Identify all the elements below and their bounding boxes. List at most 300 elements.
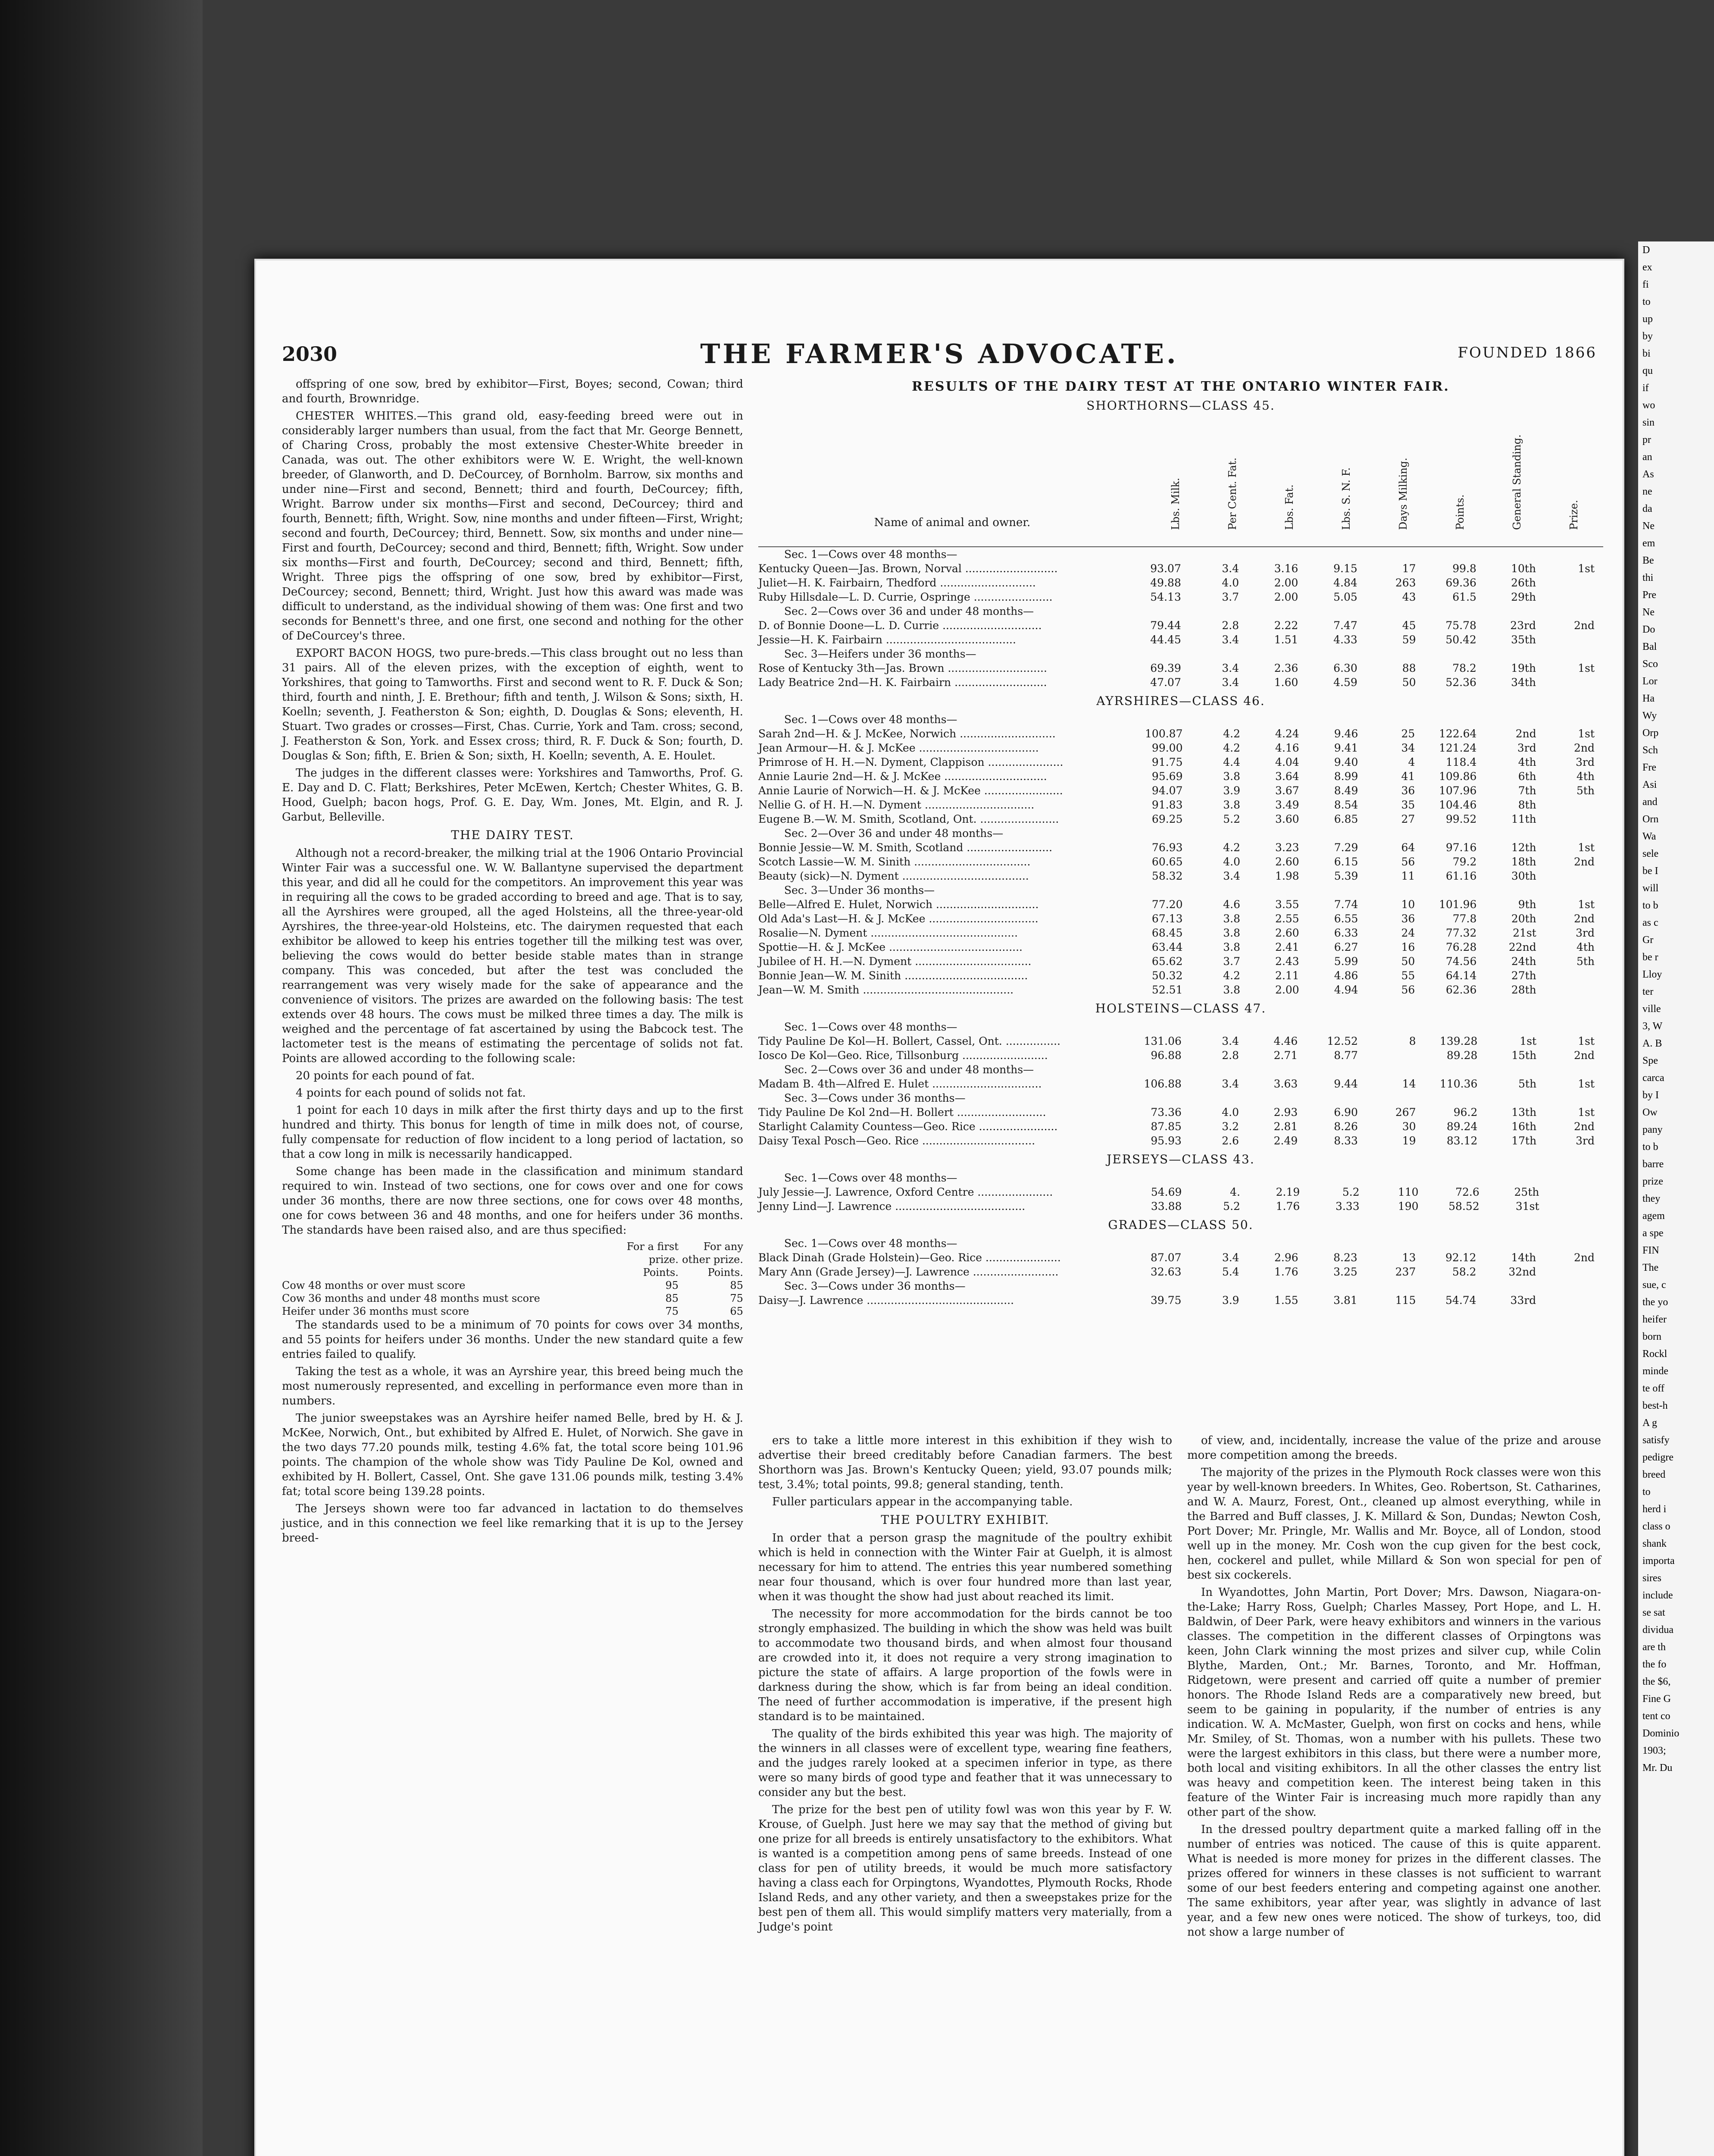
value-cell: 4.0 — [1222, 577, 1239, 589]
adjacent-text-fragment: minde — [1642, 1366, 1668, 1377]
adjacent-text-fragment: bi — [1642, 348, 1651, 359]
value-cell: 122.64 — [1439, 727, 1477, 740]
value-cell — [1545, 968, 1603, 983]
animal-owner-cell: Jean Armour—H. & J. McKee ................................... — [758, 742, 1039, 754]
value-cell: 107.96 — [1439, 784, 1477, 797]
value-cell: 8.33 — [1334, 1134, 1358, 1147]
value-cell — [1545, 798, 1603, 812]
value-cell: 237 — [1395, 1266, 1416, 1278]
animal-owner-cell: Daisy—J. Lawrence ........................................... — [758, 1294, 1014, 1307]
adjacent-text-fragment: tent co — [1642, 1711, 1670, 1722]
value-cell: 4th — [1576, 770, 1595, 783]
paragraph: In Wyandottes, John Martin, Port Dover; Mrs. Dawson, Niagara-on-the-Lake; Harry Ross, Guelph; Charles Massey, Port Hope, and L. H. Baldwin, of Deer Park, were heavy exhibitors and winners in the various classes. The competition in the different classes of Orpingtons was keen, John Clark winning the most prizes and silver cup, while Colin Blythe, Marden, Ont.; Mr. Barnes, Toronto, and Mr. Hoffman, Ridgetown, were present and carried off quite a number of premier honors. The Rhode Island Reds are a comparatively new breed, but seem to be gaining in popularity, if the number of entries is any indication. W. A. McMaster, Guelph, won first on cocks and hens, while Mr. Smiley, of St. Thomas, won a number with his pullets. These two were the largest exhibitors in this class, but there were a number more, both local and visiting exhibitors. In all the other classes the entry list was heavy and competition keen. The interest being taken in this feature of the Winter Fair is increasing much more rapidly than any other part of the show. — [1187, 1586, 1601, 1819]
paragraph: The standards used to be a minimum of 70 points for cows over 34 months, and 55 points for heifers under 36 months. Under the new standard quite a few entries failed to qualify. — [282, 1319, 743, 1361]
adjacent-text-fragment: qu — [1642, 365, 1653, 376]
value-cell: 54.74 — [1445, 1294, 1476, 1307]
adjacent-text-fragment: Ow — [1642, 1107, 1658, 1118]
section-row — [758, 1171, 1603, 1185]
value-cell: 6.27 — [1334, 941, 1358, 953]
adjacent-text-fragment: Sch — [1642, 745, 1658, 756]
value-cell: 3.63 — [1273, 1078, 1298, 1090]
adjacent-text-fragment: if — [1642, 382, 1649, 394]
animal-owner-cell: Ruby Hillsdale—L. D. Currie, Ospringe ....................... — [758, 591, 1053, 603]
value-cell: 65.62 — [1151, 955, 1183, 968]
value-cell: 6.30 — [1333, 662, 1357, 674]
value-cell: 2.00 — [1275, 984, 1299, 996]
value-cell: 121.24 — [1439, 742, 1477, 754]
value-cell: 64 — [1401, 841, 1415, 854]
value-cell: 2.22 — [1274, 619, 1298, 632]
value-cell: 17 — [1402, 562, 1416, 575]
value-cell: 4.2 — [1223, 969, 1241, 982]
adjacent-text-fragment: The — [1642, 1262, 1659, 1273]
value-cell: 110.36 — [1439, 1078, 1478, 1090]
section-label: Sec. 2—Cows over 36 and under 48 months— — [784, 605, 1034, 617]
value-cell: 5.2 — [1223, 813, 1241, 825]
value-cell: 3.9 — [1222, 1294, 1239, 1307]
value-cell: 36 — [1401, 912, 1415, 925]
adjacent-text-fragment: Sco — [1642, 658, 1658, 670]
adjacent-text-fragment: are th — [1642, 1642, 1666, 1653]
value-cell: 96.2 — [1453, 1106, 1478, 1119]
value-cell: 2.19 — [1276, 1186, 1300, 1198]
value-cell: 87.07 — [1151, 1251, 1182, 1264]
poultry-paragraphs — [758, 1531, 1172, 1934]
value-cell: 1st — [1578, 662, 1595, 674]
value-cell: 6.55 — [1334, 912, 1358, 925]
adjacent-text-fragment: by I — [1642, 1090, 1659, 1101]
value-cell: 50.32 — [1151, 969, 1183, 982]
publication-title: THE FARMER'S ADVOCATE. — [700, 338, 1179, 370]
table-row — [758, 855, 1603, 869]
adjacent-page-fragments — [1638, 241, 1714, 1777]
value-cell — [1545, 633, 1603, 647]
animal-owner-cell: Mary Ann (Grade Jersey)—J. Lawrence ......................... — [758, 1266, 1059, 1278]
value-cell: 3rd — [1576, 927, 1595, 939]
paragraph: The quality of the birds exhibited this year was high. The majority of the winners in all classes were of excellent type, wearing fine feathers, and the judges rarely looked at a specimen inferior in type, as there were so many birds of good type and feather that it was unnecessary to consider any but the best. — [758, 1727, 1172, 1799]
adjacent-text-fragment: to — [1642, 296, 1651, 307]
value-cell: 1.98 — [1275, 870, 1299, 882]
table-row — [758, 618, 1603, 633]
class-table — [758, 1171, 1603, 1213]
section-label: Sec. 1—Cows over 48 months— — [784, 1021, 957, 1033]
value-cell: 3.8 — [1223, 770, 1241, 783]
value-cell: 47.07 — [1150, 676, 1181, 689]
paragraph: Some change has been made in the classification and minimum standard required to win. Instead of two sections, one for cows over and one for cows under 36 months, there are now three sections, one for cows over 48 months, one for cows between 36 and 48 months, and one for heifers under 36 months. The standards have been raised also, and are thus specified: — [282, 1165, 743, 1237]
section-row — [758, 1091, 1603, 1105]
value-cell: 69.36 — [1445, 577, 1476, 589]
paragraph: In the dressed poultry department quite a marked falling off in the number of entries was noticed. The cause of this is quite apparent. What is needed is more money for prizes in the different classes. The prizes offered for winners in these classes is not sufficient to warrant some of our best feeders entering and competing against one another. The same exhibitors, year after year, was slightly in advance of last year, and a few new ones were noticed. The show of turkeys, too, did not show a large number of — [1187, 1823, 1601, 1939]
value-cell: 3.4 — [1222, 1251, 1239, 1264]
value-cell: 9.41 — [1334, 742, 1358, 754]
value-cell: 41 — [1401, 770, 1415, 783]
value-cell: 89.28 — [1446, 1049, 1478, 1062]
class-heading: AYRSHIRES—CLASS 46. — [1096, 694, 1265, 708]
adjacent-text-fragment: Orp — [1642, 727, 1659, 739]
value-cell: 2.00 — [1274, 591, 1298, 603]
value-cell: 1.60 — [1274, 676, 1298, 689]
animal-owner-cell: Bonnie Jean—W. M. Sinith .................................... — [758, 969, 1028, 982]
class-heading: SHORTHORNS—CLASS 45. — [1086, 398, 1275, 413]
paragraph: of view, and, incidentally, increase the value of the prize and arouse more competition among the breeds. — [1187, 1434, 1601, 1462]
value-cell: 24 — [1401, 927, 1415, 939]
value-cell: 2.41 — [1275, 941, 1299, 953]
value-cell: 3.23 — [1275, 841, 1299, 854]
animal-owner-cell: Tidy Pauline De Kol—H. Bollert, Cassel, Ont. ................ — [758, 1035, 1060, 1047]
value-cell — [1545, 576, 1603, 590]
animal-owner-cell: Eugene B.—W. M. Smith, Scotland, Ont. ....................... — [758, 813, 1059, 825]
value-cell: 78.2 — [1452, 662, 1476, 674]
adjacent-text-fragment: te off — [1642, 1383, 1664, 1394]
dairy-results-table — [758, 379, 1603, 1307]
value-cell: 93.07 — [1150, 562, 1181, 575]
animal-owner-cell: Sarah 2nd—H. & J. McKee, Norwich ............................ — [758, 727, 1056, 740]
value-cell: 3.8 — [1223, 927, 1241, 939]
value-cell: 28th — [1511, 984, 1536, 996]
adjacent-text-fragment: Rockl — [1642, 1348, 1667, 1360]
value-cell: 2nd — [1573, 1251, 1595, 1264]
value-cell: 7.29 — [1334, 841, 1358, 854]
paragraph: The Jerseys shown were too far advanced in lactation to do themselves justice, and in this connection we feel like remarking that it is up to the Jersey breed- — [282, 1502, 743, 1545]
value-cell: 1st — [1578, 841, 1595, 854]
value-cell: 4.04 — [1275, 756, 1299, 768]
animal-owner-cell: Jessie—H. K. Fairbairn ...................................... — [758, 633, 1016, 646]
value-cell: 4.2 — [1223, 742, 1241, 754]
value-cell — [1545, 590, 1603, 604]
middle-column-paragraphs — [758, 1433, 1172, 1509]
value-cell — [1367, 1048, 1425, 1062]
adjacent-text-fragment: pedigre — [1642, 1452, 1673, 1463]
animal-owner-cell: Old Ada's Last—H. & J. McKee ................................ — [758, 912, 1038, 925]
value-cell: 2.49 — [1273, 1134, 1298, 1147]
column-header — [1203, 421, 1260, 546]
class-heading: GRADES—CLASS 50. — [1108, 1218, 1254, 1232]
value-cell: 4th — [1518, 756, 1536, 768]
value-cell: 75.78 — [1445, 619, 1476, 632]
section-label: Sec. 3—Cows under 36 months— — [784, 1092, 966, 1104]
value-cell: 99.8 — [1452, 562, 1476, 575]
column-header-label: Per Cent. Fat. — [1226, 458, 1239, 530]
value-cell: 1st — [1578, 1035, 1595, 1047]
value-cell: 58.52 — [1448, 1200, 1479, 1213]
value-cell: 8 — [1409, 1035, 1416, 1047]
points-standard-table — [282, 1240, 743, 1318]
value-cell: 3.8 — [1223, 799, 1241, 811]
founded-line: FOUNDED 1866 — [1458, 344, 1597, 361]
value-cell: 18th — [1511, 856, 1536, 868]
value-cell: 3.49 — [1275, 799, 1299, 811]
closing-paragraphs — [282, 1318, 743, 1545]
adjacent-text-fragment: ter — [1642, 986, 1654, 997]
adjacent-text-fragment: by — [1642, 331, 1653, 342]
points-table-header: For any other prize. Points. — [682, 1241, 743, 1279]
paragraph: In order that a person grasp the magnitude of the poultry exhibit which is held in connection with the Winter Fair at Guelph, it is almost necessary for him to attend. The entries this year numbered something near four thousand, which is over four hundred more than last year, when it was thought the show had just about reached its limit. — [758, 1532, 1172, 1603]
value-cell: 79.2 — [1452, 856, 1477, 868]
table-row — [758, 576, 1603, 590]
class-table — [758, 1020, 1603, 1148]
adjacent-text-fragment: wo — [1642, 400, 1655, 411]
paragraph: The majority of the prizes in the Plymouth Rock classes were won this year by well-known breeders. In Whites, Geo. Robertson, St. Catharines, and W. A. Maurz, Forest, Ont., cleaned up almost everything, while in the Barred and Buff classes, J. K. Millard & Son, Dundas; Newton Cosh, Port Dover; Mr. Pringle, Mr. Wallis and Mr. Boyce, all of London, stood well up in the money. Mr. Cosh won the cup given for the best cock, hen, cockerel and pullet, while Millard & Son won special for pen of best six cockerels. — [1187, 1466, 1601, 1582]
animal-owner-cell: Scotch Lassie—W. M. Sinith .................................. — [758, 856, 1031, 868]
adjacent-text-fragment: sele — [1642, 848, 1659, 859]
value-cell — [1545, 812, 1603, 826]
table-row — [758, 1293, 1603, 1307]
value-cell: 33.88 — [1151, 1200, 1182, 1213]
value-cell: 3.64 — [1275, 770, 1299, 783]
value-cell: 3.4 — [1222, 633, 1239, 646]
table-row — [758, 769, 1603, 783]
value-cell: 63.44 — [1151, 941, 1183, 953]
value-cell: 3.9 — [1223, 784, 1241, 797]
value-cell: 2.60 — [1275, 856, 1299, 868]
value-cell: 8.23 — [1333, 1251, 1357, 1264]
value-cell: 73.36 — [1151, 1106, 1182, 1119]
value-cell: 2.36 — [1274, 662, 1298, 674]
value-cell: 54.13 — [1150, 591, 1181, 603]
value-cell: 5.99 — [1334, 955, 1358, 968]
value-cell: 69.39 — [1150, 662, 1181, 674]
value-cell: 5th — [1518, 1078, 1537, 1090]
table-row — [758, 912, 1603, 926]
value-cell: 8.54 — [1334, 799, 1358, 811]
value-cell — [1545, 675, 1603, 689]
table-row — [758, 1105, 1603, 1119]
dairy-test-heading: THE DAIRY TEST. — [451, 828, 574, 842]
value-cell: 1.51 — [1274, 633, 1298, 646]
section-row — [758, 1062, 1603, 1077]
table-row — [758, 727, 1603, 741]
value-cell: 99.52 — [1445, 813, 1477, 825]
value-cell: 26th — [1511, 577, 1536, 589]
adjacent-text-fragment: they — [1642, 1193, 1661, 1204]
value-cell: 1.76 — [1274, 1266, 1298, 1278]
points-table-cell: Heifer under 36 months must score — [282, 1305, 469, 1317]
right-column-paragraphs — [1187, 1433, 1601, 1940]
table-row — [758, 675, 1603, 689]
table-row — [758, 926, 1603, 940]
points-table-cell: 75 — [665, 1305, 679, 1317]
value-cell: 3.67 — [1275, 784, 1299, 797]
class-table — [758, 1236, 1603, 1307]
value-cell: 3.33 — [1335, 1200, 1360, 1213]
adjacent-text-fragment: em — [1642, 538, 1655, 549]
value-cell: 56 — [1401, 984, 1415, 996]
value-cell: 30 — [1402, 1120, 1416, 1133]
adjacent-text-fragment: the yo — [1642, 1297, 1668, 1308]
value-cell: 109.86 — [1439, 770, 1477, 783]
value-cell: 267 — [1395, 1106, 1416, 1119]
section-row — [758, 1236, 1603, 1250]
value-cell: 2.93 — [1273, 1106, 1298, 1119]
adjacent-text-fragment: 3, W — [1642, 1021, 1663, 1032]
paragraph: offspring of one sow, bred by exhibitor—First, Boyes; second, Cowan; third and fourth, Brownridge. — [282, 378, 743, 405]
value-cell: 3.2 — [1222, 1120, 1239, 1133]
animal-owner-cell: Annie Laurie 2nd—H. & J. McKee .............................. — [758, 770, 1047, 783]
value-cell: 74.56 — [1445, 955, 1477, 968]
paragraph: Taking the test as a whole, it was an Ayrshire year, this breed being much the most numerously represented, and excelling in performance even more than in numbers. — [282, 1365, 743, 1407]
adjacent-text-fragment: dividua — [1642, 1624, 1673, 1636]
value-cell: 4.46 — [1273, 1035, 1298, 1047]
value-cell: 59 — [1402, 633, 1416, 646]
table-row — [758, 633, 1603, 647]
value-cell: 4.94 — [1334, 984, 1358, 996]
value-cell: 263 — [1395, 577, 1416, 589]
adjacent-text-fragment: include — [1642, 1590, 1673, 1601]
points-table-cell: 95 — [665, 1279, 679, 1291]
adjacent-text-fragment: as c — [1642, 917, 1658, 928]
table-row — [758, 940, 1603, 954]
value-cell: 21st — [1513, 927, 1536, 939]
value-cell: 100.87 — [1145, 727, 1183, 740]
value-cell: 2.60 — [1275, 927, 1299, 939]
section-label: Sec. 1—Cows over 48 months— — [784, 713, 957, 726]
value-cell: 20th — [1511, 912, 1536, 925]
value-cell: 68.45 — [1151, 927, 1183, 939]
animal-owner-cell: Daisy Texal Posch—Geo. Rice ................................. — [758, 1134, 1035, 1147]
column-header-label: General Standing. — [1511, 434, 1523, 530]
table-row — [758, 897, 1603, 912]
column-right — [1187, 1433, 1601, 1942]
value-cell: 2.81 — [1273, 1120, 1298, 1133]
value-cell: 60.65 — [1151, 856, 1183, 868]
value-cell: 101.96 — [1439, 898, 1477, 911]
adjacent-text-fragment: be I — [1642, 865, 1658, 877]
value-cell: 4.33 — [1333, 633, 1357, 646]
name-column-header: Name of animal and owner. — [874, 516, 1031, 529]
value-cell: 3.60 — [1275, 813, 1299, 825]
paragraph: The junior sweepstakes was an Ayrshire heifer named Belle, bred by H. & J. McKee, Norwich, Ont., but exhibited by Alfred E. Hulet, of Norwich. She gave in the two days 77.20 pounds milk, testing 4.6% fat, the total score being 101.96 points. The champion of the whole show was Tidy Pauline De Kol, owned and exhibited by H. Bollert, Cassel, Ont. She gave 131.06 pounds milk, testing 3.4% fat; total score being 139.28 points. — [282, 1412, 743, 1498]
adjacent-text-fragment: Ne — [1642, 607, 1655, 618]
adjacent-text-fragment: Orn — [1642, 814, 1659, 825]
value-cell: 3.8 — [1223, 941, 1241, 953]
value-cell: 3.25 — [1333, 1266, 1357, 1278]
adjacent-text-fragment: the $6, — [1642, 1676, 1671, 1687]
adjacent-text-fragment: breed — [1642, 1469, 1666, 1480]
value-cell: 9th — [1518, 898, 1536, 911]
column-header — [1260, 421, 1317, 546]
value-cell: 24th — [1511, 955, 1536, 968]
value-cell: 58.2 — [1452, 1266, 1476, 1278]
animal-owner-cell: Rosalie—N. Dyment ........................................... — [758, 927, 1018, 939]
value-cell: 3.4 — [1222, 676, 1239, 689]
adjacent-text-fragment: sires — [1642, 1573, 1661, 1584]
value-cell: 45 — [1402, 619, 1416, 632]
adjacent-text-fragment: Ne — [1642, 520, 1655, 532]
animal-owner-cell: Iosco De Kol—Geo. Rice, Tillsonburg ......................... — [758, 1049, 1048, 1062]
column-headers — [758, 417, 1603, 547]
value-cell: 5.2 — [1342, 1186, 1360, 1198]
value-cell: 3.4 — [1223, 870, 1241, 882]
points-table-cell: 75 — [730, 1292, 743, 1304]
value-cell: 32nd — [1508, 1266, 1536, 1278]
points-table-header — [282, 1240, 614, 1279]
value-cell: 95.69 — [1151, 770, 1183, 783]
value-cell: 2nd — [1573, 1120, 1595, 1133]
animal-owner-cell: Nellie G. of H. H.—N. Dyment ................................ — [758, 799, 1035, 811]
value-cell: 2.43 — [1275, 955, 1299, 968]
paragraph: The prize for the best pen of utility fowl was won this year by F. W. Krouse, of Guelph. Just here we may say that the method of giving but one prize for all breeds is entirely unsatisfactory to the exhibitors. What is wanted is a competition among pens of same breeds. Instead of one class for pen of utility breeds, it would be much more satisfactory having a class each for Orpingtons, Wyandottes, Plymouth Rocks, Rhode Island Reds, and any other variety, and then a sweepstakes prize for the best pen of them all. This would simplify matters very materially, from a Judge's point — [758, 1803, 1172, 1934]
value-cell: 55 — [1401, 969, 1415, 982]
value-cell: 94.07 — [1151, 784, 1183, 797]
value-cell: 8th — [1518, 799, 1536, 811]
value-cell: 35 — [1401, 799, 1415, 811]
value-cell: 72.6 — [1455, 1186, 1479, 1198]
animal-owner-cell: Rose of Kentucky 3th—Jas. Brown ............................. — [758, 662, 1047, 674]
value-cell: 5.05 — [1333, 591, 1357, 603]
value-cell — [1545, 1293, 1603, 1307]
adjacent-text-fragment: Do — [1642, 624, 1655, 635]
adjacent-text-fragment: As — [1642, 469, 1654, 480]
value-cell: 9.46 — [1334, 727, 1358, 740]
value-cell: 50 — [1402, 676, 1416, 689]
value-cell: 88 — [1402, 662, 1416, 674]
paragraph: CHESTER WHITES.—This grand old, easy-feeding breed were out in considerably larger numbers than usual, from the fact that Mr. George Bennett, of Charing Cross, probably the most extensive Chester-White breeder in Canada, was out. The other exhibitors were W. E. Wright, the well-known breeder, of Glanworth, and D. DeCourcey, of Bornholm. Barrow, six months and under nine—First and second, Bennett; third and fourth, DeCourcey; fifth, Wright. Barrow under six months—First and second, DeCourcey; third and fourth, Bennett; fifth, Wright. Sow, nine months and under fifteen—First, Wright; second and fourth, DeCourcey; third, Bennett. Sow, six months and under nine—First and fourth, DeCourcey; second and third, Bennett; fifth, Wright. Sow under six months—First and fourth, DeCourcey; second and third, Bennett; fifth, Wright. Three pigs the offspring of one sow, bred by exhibitor—First, DeCourcey; second, Bennett; third, Wright. Just how this award was made was difficult to understand, as the individual showing of them was: One first and two seconds for Bennett's three, and one first, one second and nothing for the other of DeCourcey's three. — [282, 410, 743, 642]
value-cell: 64.14 — [1445, 969, 1477, 982]
value-cell: 8.77 — [1334, 1049, 1358, 1062]
adjacent-text-fragment: Lor — [1642, 676, 1658, 687]
value-cell: 9.44 — [1334, 1078, 1358, 1090]
section-label: Sec. 3—Heifers under 36 months— — [784, 648, 976, 660]
column-header — [1488, 421, 1545, 546]
value-cell: 3rd — [1576, 756, 1595, 768]
value-cell: 1st — [1520, 1035, 1537, 1047]
section-row — [758, 826, 1603, 840]
page-number: 2030 — [282, 342, 338, 366]
value-cell: 5th — [1576, 955, 1595, 968]
value-cell: 25th — [1514, 1186, 1539, 1198]
adjacent-text-fragment: Wa — [1642, 831, 1656, 842]
value-cell: 4. — [1230, 1186, 1240, 1198]
value-cell: 10th — [1511, 562, 1536, 575]
section-label: Sec. 1—Cows over 48 months— — [784, 1237, 957, 1250]
adjacent-text-fragment: an — [1642, 451, 1652, 463]
adjacent-text-fragment: Mr. Du — [1642, 1762, 1673, 1774]
value-cell: 19 — [1402, 1134, 1416, 1147]
animal-owner-cell: Primrose of H. H.—N. Dyment, Clappison ...................... — [758, 756, 1063, 768]
class-heading: JERSEYS—CLASS 43. — [1107, 1152, 1255, 1166]
value-cell: 3.8 — [1223, 912, 1241, 925]
points-table-cell: 65 — [730, 1305, 743, 1317]
points-table-cell: 85 — [665, 1292, 679, 1304]
value-cell: 23rd — [1510, 619, 1536, 632]
value-cell: 32.63 — [1151, 1266, 1182, 1278]
value-cell: 30th — [1511, 870, 1536, 882]
value-cell: 2.00 — [1274, 577, 1298, 589]
animal-owner-cell: Kentucky Queen—Jas. Brown, Norval ........................... — [758, 562, 1058, 575]
animal-owner-cell: Annie Laurie of Norwich—H. & J. McKee ....................... — [758, 784, 1063, 797]
table-row — [758, 840, 1603, 855]
value-cell: 56 — [1401, 856, 1415, 868]
value-cell: 2.71 — [1273, 1049, 1298, 1062]
value-cell: 77.20 — [1151, 898, 1183, 911]
column-header-label: Lbs. Fat. — [1283, 484, 1295, 530]
animal-owner-cell: Tidy Pauline De Kol 2nd—H. Bollert .......................... — [758, 1106, 1046, 1119]
poultry-heading: THE POULTRY EXHIBIT. — [881, 1513, 1050, 1527]
class-table — [758, 712, 1603, 997]
value-cell: 3.8 — [1223, 984, 1241, 996]
table-row — [758, 661, 1603, 675]
adjacent-text-fragment: barre — [1642, 1159, 1664, 1170]
value-cell: 13th — [1511, 1106, 1537, 1119]
value-cell: 3.7 — [1223, 955, 1241, 968]
value-cell — [1548, 1199, 1604, 1213]
value-cell: 44.45 — [1150, 633, 1181, 646]
adjacent-text-fragment: born — [1642, 1331, 1661, 1342]
table-row — [758, 1265, 1603, 1279]
adjacent-page-strip — [1638, 241, 1714, 2156]
value-cell: 139.28 — [1439, 1035, 1478, 1047]
value-cell: 61.16 — [1445, 870, 1477, 882]
